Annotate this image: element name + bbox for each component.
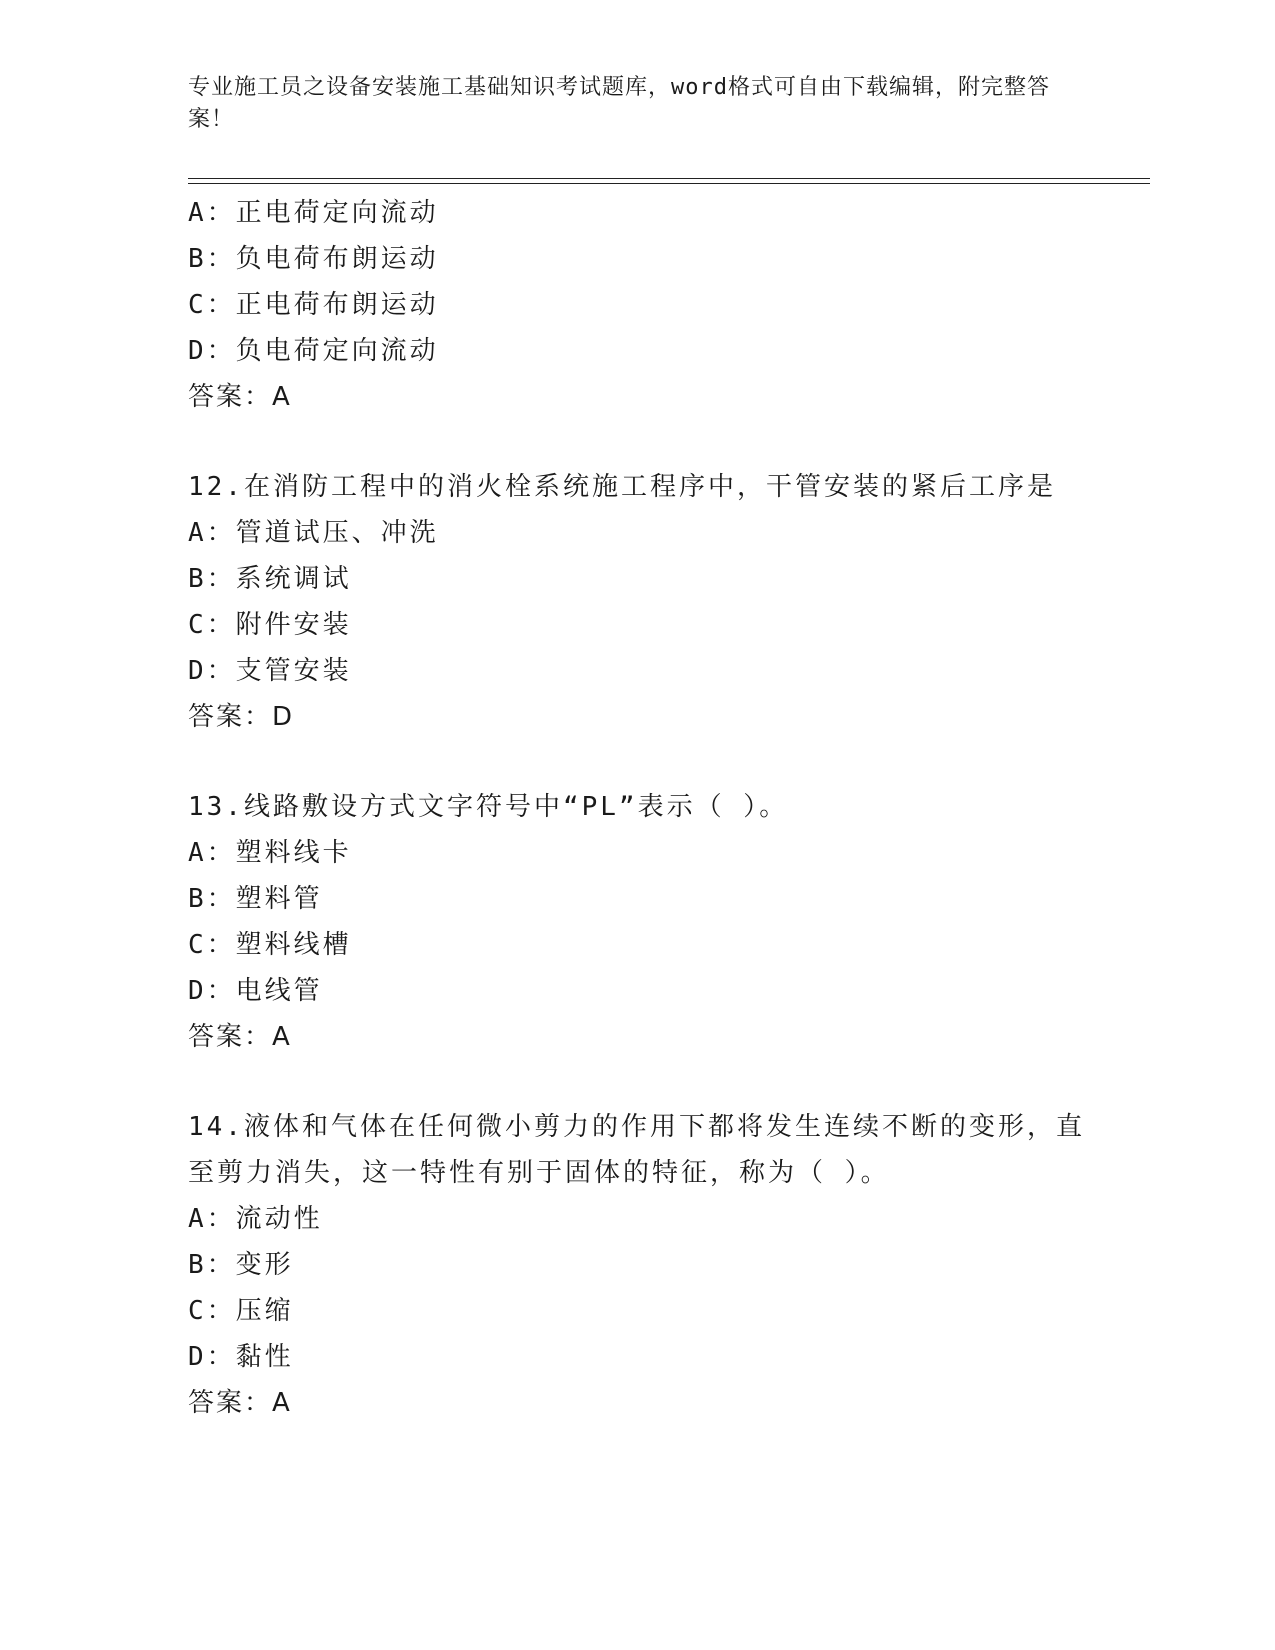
- question-stem: 13.线路敷设方式文字符号中“PL”表示（ ）。: [188, 792, 789, 822]
- question-13-block: [188, 784, 1088, 1060]
- option-d: D：负电荷定向流动: [188, 336, 439, 366]
- document-header: 专业施工员之设备安装施工基础知识考试题库，word格式可自由下载编辑，附完整答案！: [188, 75, 1050, 132]
- header-divider-top: [188, 178, 1150, 179]
- option-c: C：正电荷布朗运动: [188, 290, 439, 320]
- question-14-block: [188, 1104, 1088, 1426]
- option-b: B：塑料管: [188, 884, 323, 914]
- option-b: B：负电荷布朗运动: [188, 244, 439, 274]
- option-c: C：塑料线槽: [188, 930, 352, 960]
- answer-line: 答案：A: [188, 1388, 292, 1418]
- question-11-block: [188, 190, 1088, 420]
- option-d: D：支管安装: [188, 656, 352, 686]
- option-a: A：流动性: [188, 1204, 323, 1234]
- option-b: B：系统调试: [188, 564, 352, 594]
- option-d: D：黏性: [188, 1342, 294, 1372]
- question-12-block: [188, 464, 1088, 740]
- option-b: B：变形: [188, 1250, 294, 1280]
- option-d: D：电线管: [188, 976, 323, 1006]
- spacer: [188, 740, 1088, 784]
- question-stem: 14.液体和气体在任何微小剪力的作用下都将发生连续不断的变形，直至剪力消失，这一特性有别于固体的特征，称为（ ）。: [188, 1112, 1085, 1188]
- option-a: A：正电荷定向流动: [188, 198, 439, 228]
- spacer: [188, 1060, 1088, 1104]
- option-c: C：附件安装: [188, 610, 352, 640]
- answer-line: 答案：D: [188, 702, 295, 732]
- answer-line: 答案：A: [188, 382, 292, 412]
- option-c: C：压缩: [188, 1296, 294, 1326]
- option-a: A：塑料线卡: [188, 838, 352, 868]
- header-divider-bottom: [188, 183, 1150, 184]
- answer-line: 答案：A: [188, 1022, 292, 1052]
- spacer: [188, 420, 1088, 464]
- question-stem: 12.在消防工程中的消火栓系统施工程序中，干管安装的紧后工序是: [188, 472, 1056, 502]
- question-list: [188, 190, 1088, 1426]
- option-a: A：管道试压、冲洗: [188, 518, 439, 548]
